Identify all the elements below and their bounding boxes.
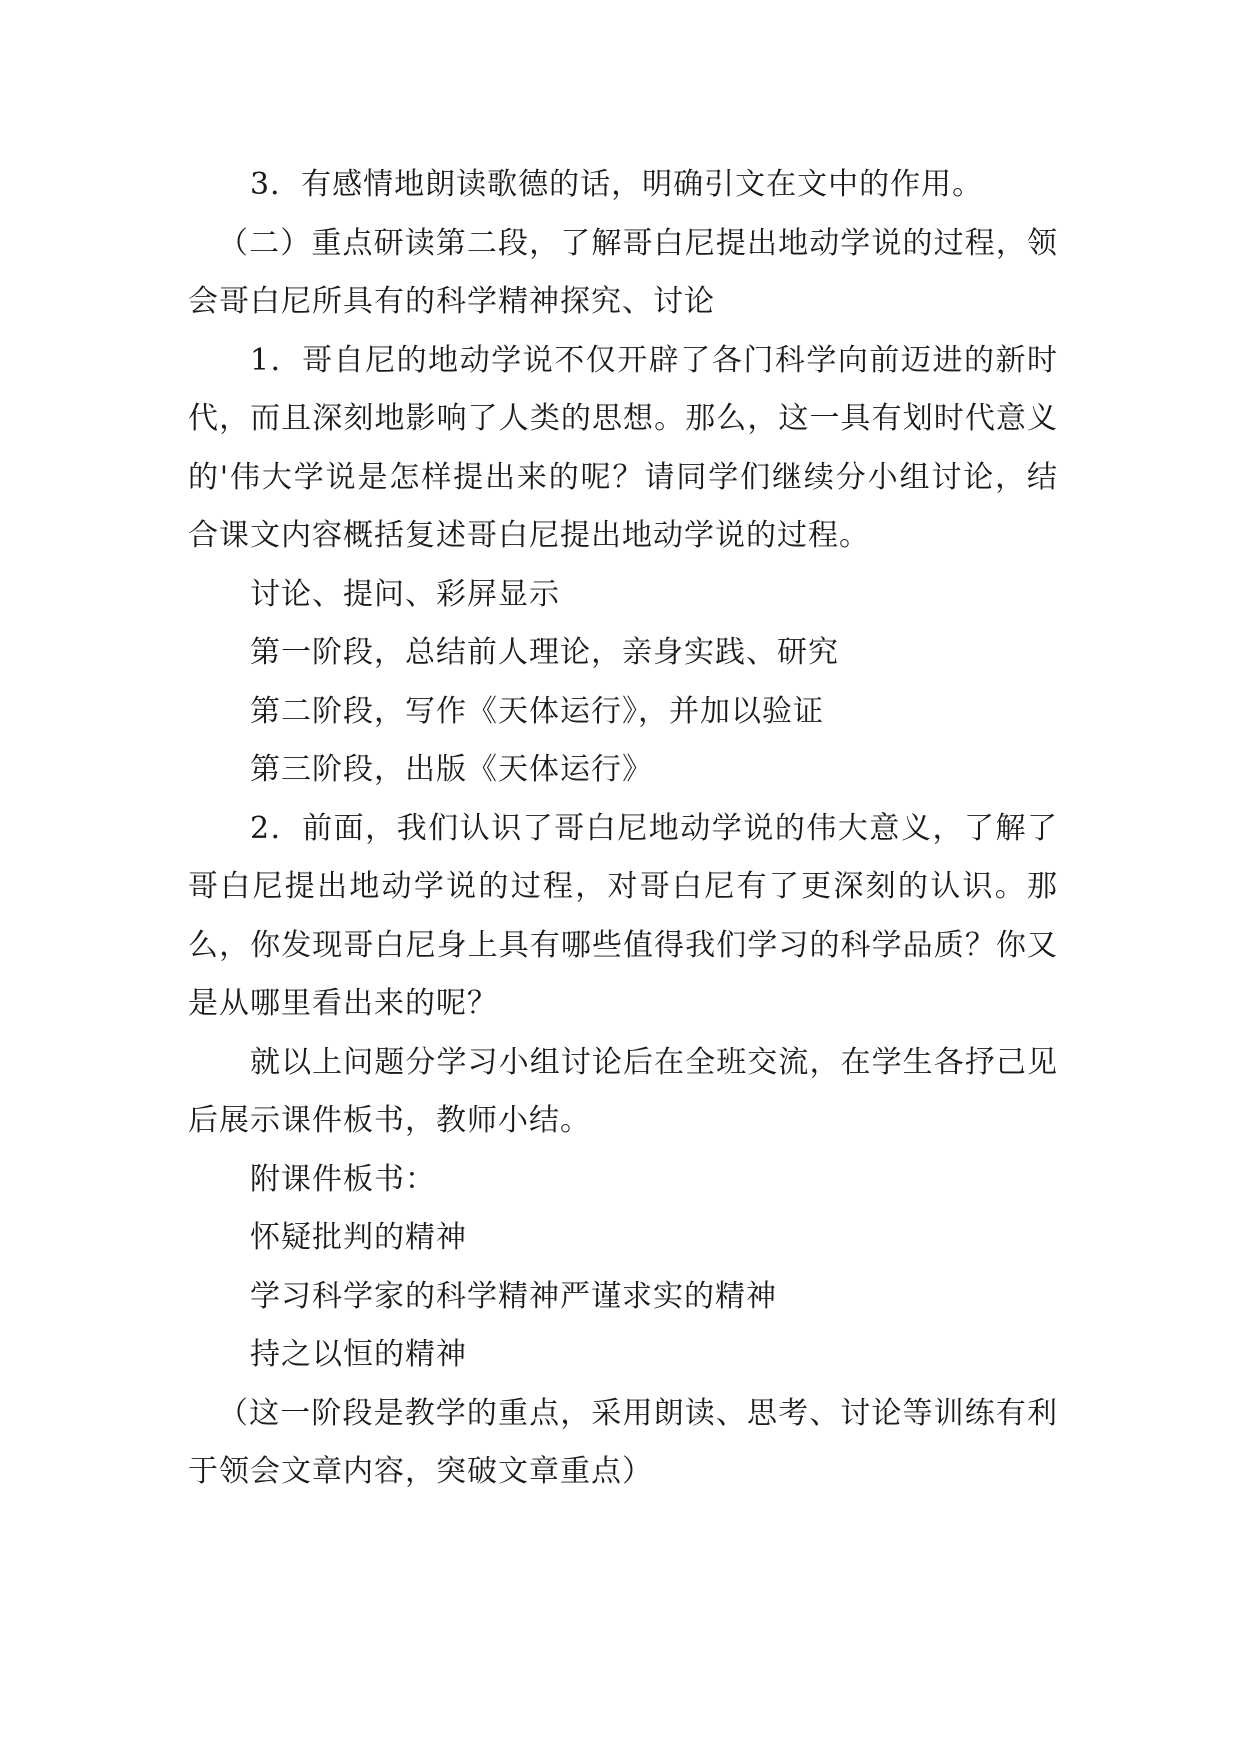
paragraph-discussion-note: 讨论、提问、彩屏显示 [250,576,560,612]
paragraph-reading-goal: 3．有感情地朗读歌德的话，明确引文在文中的作用。 [250,167,984,202]
paragraph-board-item-2: 学习科学家的科学精神严谨求实的精神 [250,1278,777,1314]
paragraph-question-two: 2．前面，我们认识了哥白尼地动学说的伟大意义，了解了哥白尼提出地动学说的过程，对哥白尼有了更深刻的认识。那么，你发现哥白尼身上具有哪些值得我们学习的科学品质？你又是从哪里看出来的呢？ [188,810,1058,1021]
paragraph-board-title: 附课件板书： [250,1161,436,1197]
paragraph-stage-one: 第一阶段，总结前人理论，亲身实践、研究 [250,635,839,670]
paragraph-stage-note: （这一阶段是教学的重点，采用朗读、思考、讨论等训练有利于领会文章内容，突破文章重点） [188,1395,1058,1489]
document-body [188,156,1058,1502]
paragraph-group-discussion: 就以上问题分学习小组讨论后在全班交流，在学生各抒己见后展示课件板书，教师小结。 [188,1044,1058,1138]
paragraph-stage-two: 第二阶段，写作《天体运行》，并加以验证 [250,693,824,729]
paragraph-stage-three: 第三阶段，出版《天体运行》 [250,752,653,787]
paragraph-section-two-heading: （二）重点研读第二段，了解哥白尼提出地动学说的过程，领会哥白尼所具有的科学精神探究、讨论 [188,225,1058,319]
paragraph-question-one: 1．哥自尼的地动学说不仅开辟了各门科学向前迈进的新时代，而且深刻地影响了人类的思想。那么，这一具有划时代意义的'伟大学说是怎样提出来的呢？请同学们继续分小组讨论，结合课文内容概括复述哥白尼提出地动学说的过程。 [188,342,1058,553]
paragraph-board-item-3: 持之以恒的精神 [250,1337,467,1372]
paragraph-board-item-1: 怀疑批判的精神 [250,1220,467,1255]
